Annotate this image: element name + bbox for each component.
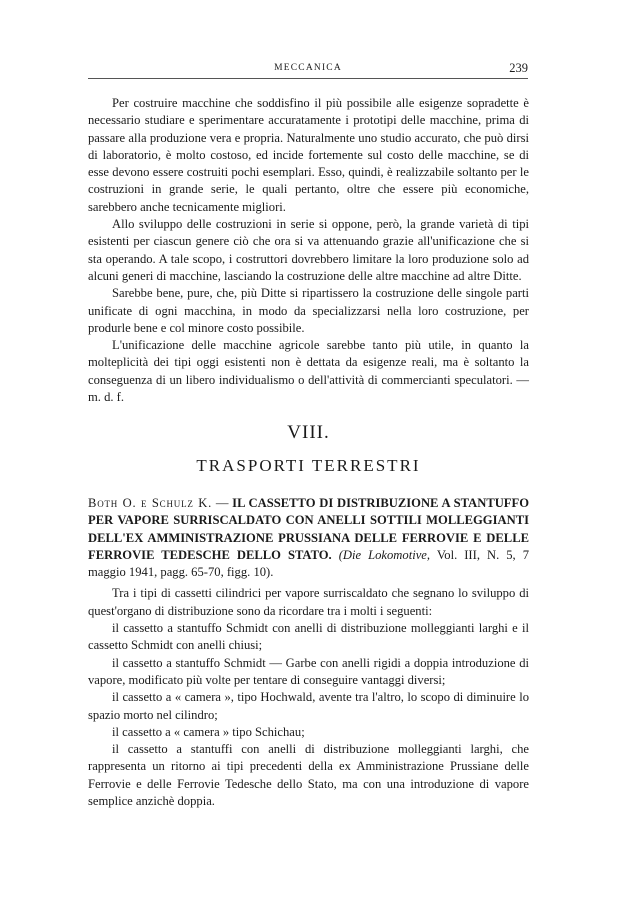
paragraph: Sarebbe bene, pure, che, più Ditte si ripartissero la costruzione delle singole parti unificate di ogni macchina, in modo da specializzarsi nella loro costruzione, per produrle bene e col minore costo possibile. xyxy=(88,286,529,335)
reference-authors: Both O. e Schulz K. xyxy=(88,496,213,510)
list-item: il cassetto a « camera » tipo Schichau; xyxy=(112,724,305,739)
body-text xyxy=(88,95,529,406)
page-number: 239 xyxy=(509,61,528,75)
list-item: il cassetto a stantuffo Schmidt — Garbe con anelli rigidi a doppia introduzione di vapore, modificato più volte per tentare di conseguire vantaggi diversi; xyxy=(88,655,529,687)
reference-details: Vol. III, N. 5, 7 maggio 1941, pagg. 65-70, figg. 10). xyxy=(88,547,529,580)
section-title: TRASPORTI TERRESTRI xyxy=(196,456,421,475)
section-number: VIII. xyxy=(287,422,330,443)
reference-entry xyxy=(88,495,529,810)
paragraph: Per costruire macchine che soddisfino il più possibile alle esigenze sopradette è necessario studiare e sperimentare accuratamente i prototipi delle macchine, prima di passare alla produzione vera e propria. Naturalmente uno studio accurato, che può dirsi di laboratorio, è molto costoso, ed incide fortemente sul costo delle macchine, se di esse devono essere costruiti pochi esemplari. Esso, quindi, è realizzabile soltanto per le costruzioni in grande serie, le quali pertanto, oltre che essere più economiche, sarebbero anche tecnicamente migliori. xyxy=(88,96,529,214)
reference-dash: — xyxy=(212,496,233,510)
list-item: il cassetto a stantuffi con anelli di distribuzione molleggianti larghi, che rappresenta un ritorno ai tipi precedenti della ex Amministrazione Prussiane delle Ferrovie e delle Ferrovie Tedesche dello Stato, ma con una introduzione di vapore semplice anzichè doppia. xyxy=(88,742,529,809)
reference-heading xyxy=(88,495,529,581)
list-intro: Tra i tipi di cassetti cilindrici per vapore surriscaldato che segnano lo sviluppo di quest'organo di distribuzione sono da ricordare tra i molti i seguenti: xyxy=(88,586,529,618)
header-rule xyxy=(88,78,528,79)
reference-title: IL CASSETTO DI DISTRIBUZIONE A STANTUFFO PER VAPORE SURRISCALDATO CON ANELLI SOTTILI MOLLEGGIANTI DELL'EX AMMINISTRAZIONE PRUSSIANA DELLE FERROVIE E DELLE FERROVIE TEDESCHE DELLO STATO. xyxy=(88,496,529,562)
running-title: MECCANICA xyxy=(274,63,342,73)
paragraph: Allo sviluppo delle costruzioni in serie si oppone, però, la grande varietà di tipi esistenti per ciascun genere ciò che ora si va attenuando grazie all'unificazione che si sta operando. A tale scopo, i costruttori dovrebbero limitare la loro produzione solo ad alcuni generi di macchine, lasciando la costruzione delle altre macchine ad altre Ditte. xyxy=(88,217,529,283)
page-header xyxy=(88,61,528,79)
list-item: il cassetto a « camera », tipo Hochwald, avente tra l'altro, lo scopo di diminuire lo spazio morto nel cilindro; xyxy=(88,690,529,722)
paragraph: L'unificazione delle macchine agricole sarebbe tanto più utile, in quanto la molteplicità dei tipi oggi esistenti non è dettata da esigenze reali, ma è soltanto la conseguenza di un libero individualismo o dell'attività di commercianti speculatori. — m. d. f. xyxy=(88,338,529,405)
list-item: il cassetto a stantuffo Schmidt con anelli di distribuzione molleggianti larghi e il cassetto Schmidt con anelli chiusi; xyxy=(88,621,529,653)
reference-journal: (Die Lokomotive, xyxy=(338,547,431,562)
